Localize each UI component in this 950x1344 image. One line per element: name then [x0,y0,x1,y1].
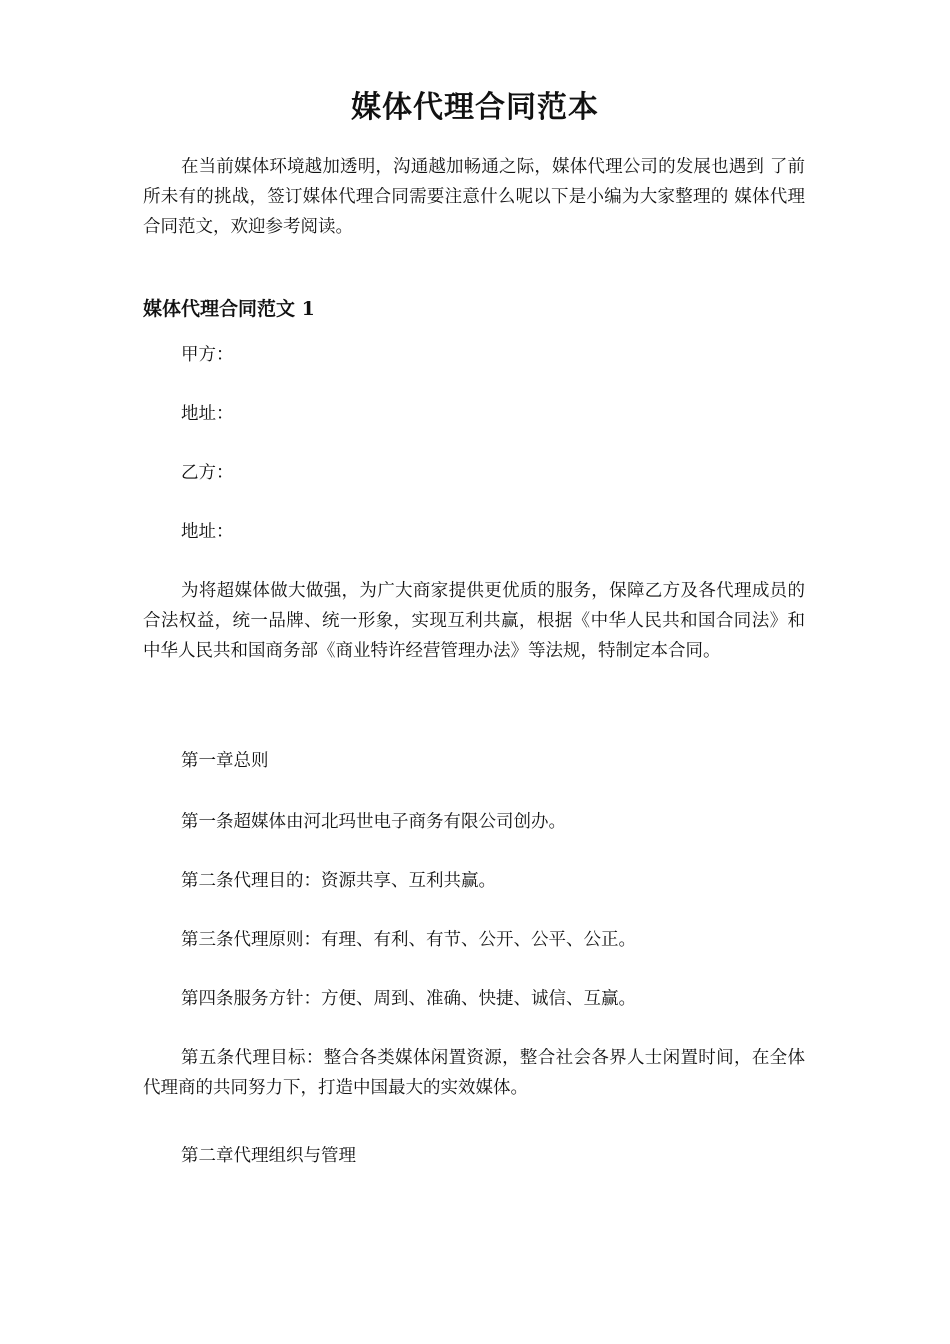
chapter-2-heading: 第二章代理组织与管理 [181,1146,356,1166]
section-heading: 媒体代理合同范文 1 [143,298,315,320]
preamble-paragraph: 为将超媒体做大做强，为广大商家提供更优质的服务，保障乙方及各代理成员的合法权益，统一品牌、统一形象，实现互利共赢，根据《中华人民共和国合同法》和中华人民共和国商务部《商业特许经营管理办法》等法规，特制定本合同。 [143,581,805,661]
intro-paragraph: 在当前媒体环境越加透明，沟通越加畅通之际，媒体代理公司的发展也遇到 了前所未有的挑战，签订媒体代理合同需要注意什么呢以下是小编为大家整理的 媒体代理合同范文，欢迎参考阅读。 [143,157,805,237]
article-2: 第二条代理目的：资源共享、互利共赢。 [181,871,496,891]
chapter-1-heading: 第一章总则 [181,751,269,771]
article-3: 第三条代理原则：有理、有利、有节、公开、公平、公正。 [181,930,636,950]
party-b-label: 乙方： [181,463,234,483]
party-a-address-label: 地址： [181,404,234,424]
document-title: 媒体代理合同范本 [351,90,599,125]
article-1: 第一条超媒体由河北玛世电子商务有限公司创办。 [181,812,566,832]
party-a-label: 甲方： [181,345,234,365]
article-4: 第四条服务方针：方便、周到、准确、快捷、诚信、互赢。 [181,989,636,1009]
article-5: 第五条代理目标：整合各类媒体闲置资源，整合社会各界人士闲置时间，在全体代理商的共同努力下，打造中国最大的实效媒体。 [143,1048,805,1098]
party-b-address-label: 地址： [181,522,234,542]
